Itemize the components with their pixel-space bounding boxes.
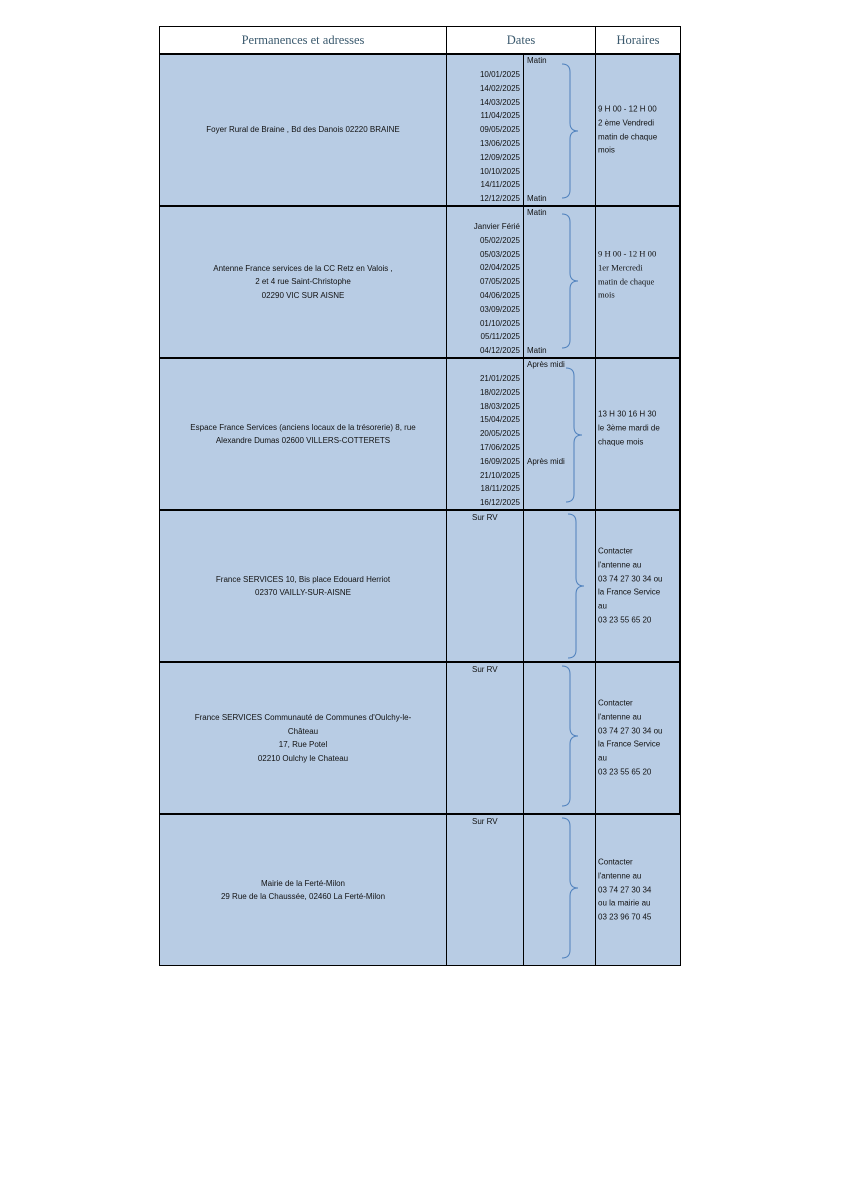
date-item: 17/06/2025 — [479, 442, 520, 452]
hours-line: 03 23 55 65 20 — [598, 615, 652, 625]
date-item: 12/12/2025 — [479, 194, 520, 204]
date-item: 18/02/2025 — [479, 387, 520, 397]
hours-cell — [595, 206, 681, 358]
date-item: 10/10/2025 — [479, 166, 520, 176]
curly-brace-icon — [562, 817, 582, 959]
by-appointment-label: Sur RV — [472, 665, 498, 674]
address-line: Foyer Rural de Braine , Bd des Danois 02220 BRAINE — [206, 125, 400, 135]
table-row — [159, 206, 681, 358]
address-line: 17, Rue Potel — [278, 740, 328, 749]
hours-cell — [595, 814, 681, 966]
by-appointment-label: Sur RV — [472, 513, 498, 522]
date-item: 04/12/2025 — [479, 346, 520, 356]
dates-cell — [446, 662, 524, 814]
period-label-top: Après midi — [527, 360, 565, 369]
hours-line: l'antenne au — [598, 712, 642, 722]
dates-cell — [446, 510, 524, 662]
date-item: 14/11/2025 — [480, 180, 520, 190]
hours-text — [598, 407, 680, 448]
hours-line: matin de chaque — [598, 132, 658, 141]
hours-text — [598, 102, 680, 157]
header-addresses: Permanences et adresses — [159, 26, 447, 54]
period-cell — [523, 510, 596, 662]
address-line: Alexandre Dumas 02600 VILLERS-COTTERETS — [215, 436, 391, 445]
hours-text — [598, 545, 680, 628]
period-label-middle: Après midi — [527, 457, 565, 466]
address-line: 29 Rue de la Chaussée, 02460 La Ferté-Milon — [220, 892, 386, 901]
date-item: 13/06/2025 — [479, 138, 520, 148]
address-cell — [159, 54, 447, 206]
hours-line: ou la mairie au — [598, 898, 651, 908]
address-cell — [159, 662, 447, 814]
period-cell — [523, 358, 596, 510]
date-item: 18/03/2025 — [479, 401, 520, 411]
hours-line: 03 23 55 65 20 — [598, 767, 652, 777]
curly-brace-icon — [568, 513, 588, 659]
hours-line: Contacter — [598, 546, 633, 556]
dates-list — [480, 372, 520, 510]
dates-cell — [446, 358, 524, 510]
date-item: 14/02/2025 — [479, 83, 520, 93]
hours-line: 03 74 27 30 34 — [598, 885, 652, 895]
hours-line: 03 74 27 30 34 ou — [598, 574, 663, 584]
hours-line: chaque mois — [598, 436, 644, 446]
period-label-bottom: Matin — [527, 346, 547, 355]
curly-brace-icon — [562, 665, 582, 807]
hours-line: 2 ème Vendredi — [598, 118, 655, 128]
period-label-bottom: Matin — [527, 194, 547, 203]
curly-brace-icon — [562, 63, 582, 199]
table-row — [159, 358, 681, 510]
hours-line: 03 74 27 30 34 ou — [598, 726, 663, 736]
address-line: Château — [287, 726, 319, 736]
hours-line: la France Service — [598, 740, 661, 749]
dates-cell — [446, 206, 524, 358]
date-item: 03/09/2025 — [479, 304, 520, 314]
header-hours: Horaires — [595, 26, 681, 54]
table-row — [159, 510, 681, 662]
hours-cell — [595, 358, 681, 510]
date-item: 21/10/2025 — [479, 470, 520, 480]
hours-text — [598, 856, 680, 925]
address-line: 2 et 4 rue Saint-Christophe — [255, 277, 351, 287]
period-cell — [523, 206, 596, 358]
curly-brace-icon — [562, 213, 582, 349]
date-item: 09/05/2025 — [479, 125, 520, 135]
address-line: 02370 VAILLY-SUR-AISNE — [255, 588, 351, 597]
date-item: 05/11/2025 — [480, 332, 520, 342]
dates-cell — [446, 54, 524, 206]
hours-line: 13 H 30 16 H 30 — [598, 409, 657, 419]
period-cell — [523, 814, 596, 966]
address-line: Espace France Services (anciens locaux de la trésorerie) 8, rue — [190, 422, 416, 432]
dates-list — [474, 220, 520, 358]
date-item: 10/01/2025 — [479, 70, 520, 79]
header-dates: Dates — [446, 26, 596, 54]
address-line: 02210 Oulchy le Chateau — [257, 753, 349, 763]
table-row — [159, 662, 681, 814]
address-line: Mairie de la Ferté-Milon — [260, 878, 345, 888]
date-item: 11/04/2025 — [480, 111, 520, 121]
date-item: 21/01/2025 — [479, 374, 520, 383]
date-item: 01/10/2025 — [479, 318, 520, 328]
date-item: 15/04/2025 — [479, 415, 520, 425]
hours-line: la France Service — [598, 588, 661, 597]
date-item: 05/03/2025 — [479, 249, 520, 259]
date-item: Janvier Férié — [473, 222, 520, 231]
hours-line: l'antenne au — [598, 871, 642, 881]
hours-line: 03 23 96 70 45 — [598, 912, 652, 922]
address-cell — [159, 814, 447, 966]
address-line: France SERVICES 10, Bis place Edouard Herriot — [215, 574, 391, 584]
hours-line: 9 H 00 - 12 H 00 — [598, 248, 657, 259]
period-cell — [523, 662, 596, 814]
date-item: 12/09/2025 — [479, 152, 520, 162]
date-item: 04/06/2025 — [479, 290, 520, 300]
by-appointment-label: Sur RV — [472, 817, 498, 826]
table-row — [159, 814, 681, 966]
hours-line: 9 H 00 - 12 H 00 — [598, 104, 657, 114]
date-item: 18/11/2025 — [480, 484, 520, 494]
table-row — [159, 54, 681, 206]
date-item: 02/04/2025 — [479, 263, 520, 273]
hours-line: l'antenne au — [598, 560, 642, 570]
date-item: 16/12/2025 — [479, 498, 520, 508]
address-cell — [159, 206, 447, 358]
period-label-top: Matin — [527, 56, 547, 65]
date-item: 20/05/2025 — [479, 429, 520, 439]
hours-cell — [595, 662, 681, 814]
hours-line: Contacter — [598, 698, 633, 708]
dates-cell — [446, 814, 524, 966]
date-item: 05/02/2025 — [479, 235, 520, 245]
address-line: 02290 VIC SUR AISNE — [261, 290, 345, 300]
hours-line: au — [598, 753, 607, 763]
address-cell — [159, 358, 447, 510]
period-label-top: Matin — [527, 208, 547, 217]
hours-line: au — [598, 601, 607, 611]
hours-line: mois — [598, 145, 615, 155]
hours-text — [598, 697, 680, 780]
address-line: France SERVICES Communauté de Communes d'Oulchy-le- — [194, 713, 412, 722]
address-cell — [159, 510, 447, 662]
hours-text — [598, 247, 680, 302]
date-item: 14/03/2025 — [479, 97, 520, 107]
date-item: 16/09/2025 — [479, 456, 520, 466]
hours-line: le 3ème mardi de — [598, 423, 660, 433]
hours-line: Contacter — [598, 857, 633, 867]
period-cell — [523, 54, 596, 206]
hours-line: mois — [598, 289, 615, 300]
hours-cell — [595, 54, 681, 206]
hours-line: 1er Mercredi — [598, 262, 643, 273]
address-line: Antenne France services de la CC Retz en Valois , — [213, 263, 393, 273]
hours-line: matin de chaque — [598, 276, 655, 286]
dates-list — [480, 68, 520, 206]
hours-cell — [595, 510, 681, 662]
date-item: 07/05/2025 — [479, 277, 520, 287]
curly-brace-icon — [566, 367, 586, 503]
